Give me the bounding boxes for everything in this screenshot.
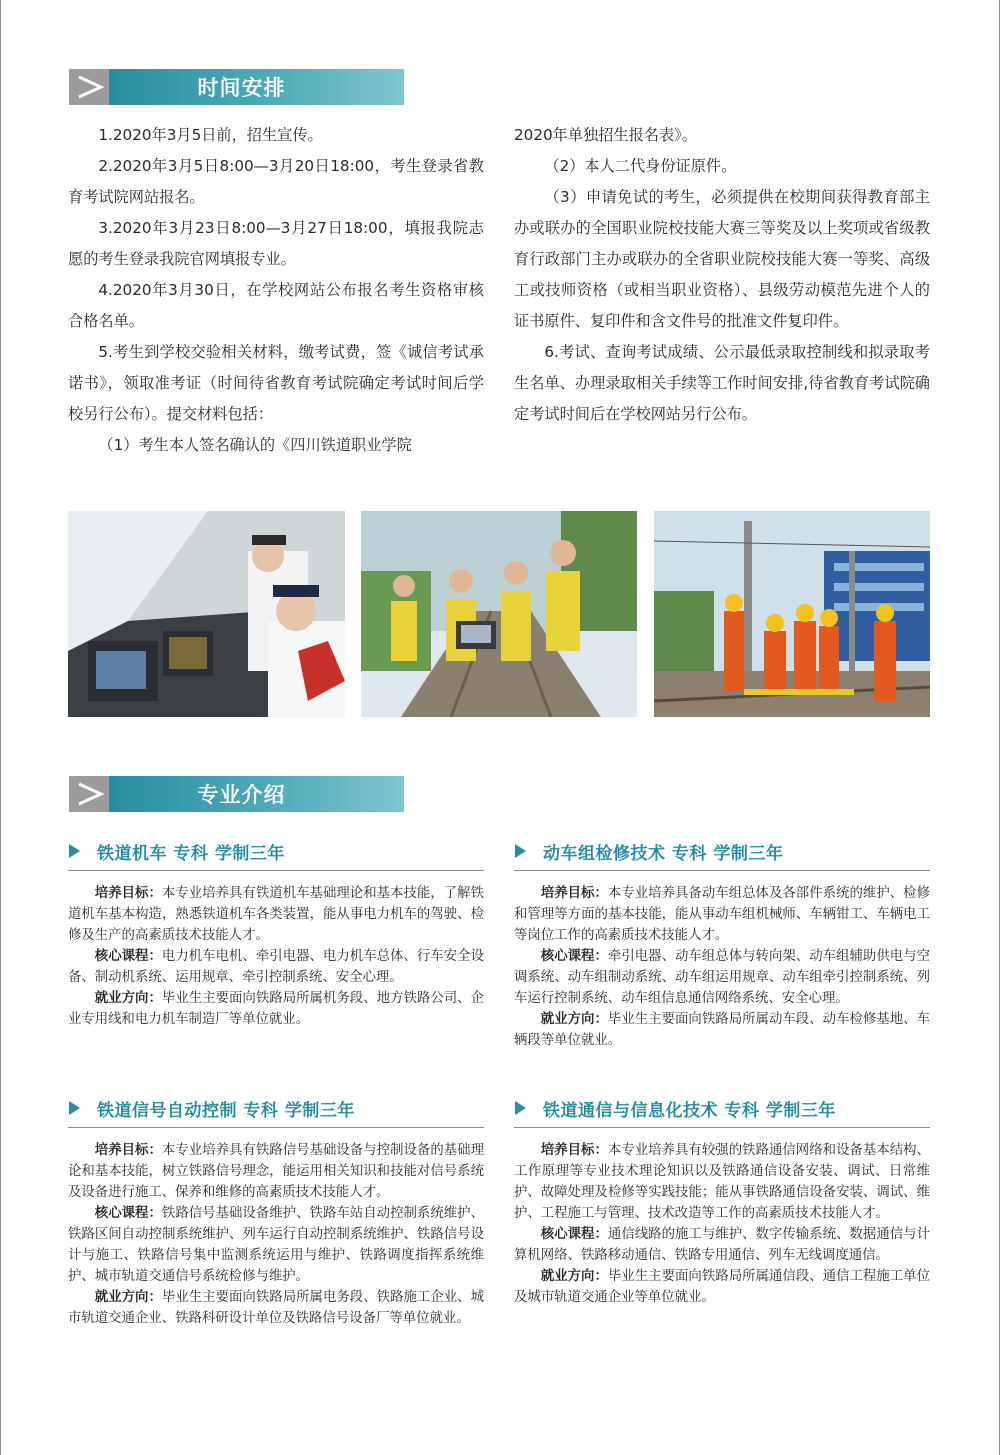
- photo-train-cab: [68, 511, 345, 717]
- courses-label: 核心课程：: [94, 949, 162, 964]
- major-header: [68, 838, 484, 871]
- schedule-item: 4.2020年3月30日，在学校网站公布报名考生资格审核合格名单。: [68, 281, 484, 330]
- goal-label: 培养目标：: [94, 1143, 162, 1158]
- major-goal: 培养目标：本专业培养具有铁路信号基础设备与控制设备的基础理论和基本技能，树立铁路信号理念，能运用相关知识和技能对信号系统及设备进行施工、保养和维修的高素质技术技能人才。: [68, 1143, 484, 1200]
- career-label: 就业方向：: [540, 1012, 608, 1027]
- triangle-bullet-icon: [515, 1101, 526, 1115]
- schedule-section-header: [69, 69, 404, 105]
- major-card: [514, 838, 930, 1051]
- majors-section-header: [69, 776, 404, 812]
- goal-label: 培养目标：: [540, 886, 608, 901]
- schedule-item: 6.考试、查询考试成绩、公示最低录取控制线和拟录取考生名单、办理录取相关手续等工作时间安排,待省教育考试院确定考试时间后在学校网站另行公布。: [514, 343, 930, 423]
- schedule-body: [68, 120, 930, 461]
- courses-label: 核心课程：: [540, 949, 608, 964]
- major-goal: 培养目标：本专业培养具有铁道机车基础理论和基本技能，了解铁道机车基本构造，熟悉铁道机车各类装置，能从事电力机车的驾驶、检修及生产的高素质技术技能人才。: [68, 886, 484, 943]
- page-frame-left: [0, 0, 1, 1455]
- career-label: 就业方向：: [94, 991, 162, 1006]
- major-title: 动车组检修技术 专科 学制三年: [543, 843, 784, 864]
- major-courses: 核心课程：牵引电器、动车组总体与转向架、动车组辅助供电与空调系统、动车组制动系统、动车组运用规章、动车组牵引控制系统、列车运行控制系统、动车组信息通信网络系统、安全心理。: [514, 949, 930, 1006]
- schedule-item: 5.考生到学校交验相关材料，缴考试费，签《诚信考试承诺书》，领取准考证（时间待省教育考试院确定考试时间后学校另行公布）。提交材料包括：: [68, 343, 484, 423]
- major-career: 就业方向：毕业生主要面向铁路局所属动车段、动车检修基地、车辆段等单位就业。: [514, 1012, 930, 1048]
- triangle-bullet-icon: [69, 844, 80, 858]
- major-career: 就业方向：毕业生主要面向铁路局所属电务段、铁路施工企业、城市轨道交通企业、铁路科研设计单位及铁路信号设备厂等单位就业。: [68, 1290, 484, 1326]
- major-courses: 核心课程：通信线路的施工与维护、数字传输系统、数据通信与计算机网络、铁路移动通信、铁路专用通信、列车无线调度通信。: [514, 1227, 930, 1263]
- major-card: [514, 1095, 930, 1308]
- major-courses: 核心课程：电力机车电机、牵引电器、电力机车总体、行车安全设备、制动机系统、运用规章、牵引控制系统、安全心理。: [68, 949, 484, 985]
- courses-label: 核心课程：: [540, 1227, 608, 1242]
- major-title: 铁道信号自动控制 专科 学制三年: [97, 1100, 355, 1121]
- major-title: 铁道通信与信息化技术 专科 学制三年: [543, 1100, 836, 1121]
- chevron-right-icon: [69, 776, 109, 812]
- photo-strip: [68, 511, 930, 717]
- goal-label: 培养目标：: [94, 886, 162, 901]
- photo-track-inspection: [361, 511, 637, 717]
- triangle-bullet-icon: [69, 1101, 80, 1115]
- major-career: 就业方向：毕业生主要面向铁路局所属通信段、通信工程施工单位及城市轨道交通企业等单位就业。: [514, 1269, 930, 1305]
- schedule-item: 1.2020年3月5日前，招生宣传。: [98, 126, 323, 144]
- major-card: [68, 838, 484, 1030]
- major-career: 就业方向：毕业生主要面向铁路局所属机务段、地方铁路公司、企业专用线和电力机车制造厂等单位就业。: [68, 991, 484, 1027]
- major-courses: 核心课程：铁路信号基础设备维护、铁路车站自动控制系统维护、铁路区间自动控制系统维护、列车运行自动控制系统维护、铁路信号设计与施工、铁路信号集中监测系统运用与维护、铁路调度指挥系统维护、城市轨道交通信号系统检修与维护。: [68, 1206, 484, 1284]
- schedule-right-column: [514, 120, 930, 461]
- career-label: 就业方向：: [540, 1269, 608, 1284]
- schedule-section-title: 时间安排: [109, 69, 404, 105]
- schedule-item: （1）考生本人签名确认的《四川铁道职业学院: [98, 436, 412, 454]
- goal-label: 培养目标：: [540, 1143, 608, 1158]
- schedule-left-column: [68, 120, 484, 461]
- major-goal: 培养目标：本专业培养具有较强的铁路通信网络和设备基本结构、工作原理等专业技术理论知识以及铁路通信设备安装、调试、日常维护、故障处理及检修等实践技能；能从事铁路通信设备安装、调试、维护、工程施工与管理、技术改造等工作的高素质技术技能人才。: [514, 1143, 930, 1221]
- schedule-item-continued: 2020年单独招生报名表》。: [514, 126, 697, 144]
- schedule-item: 2.2020年3月5日8:00—3月20日18:00，考生登录省教育考试院网站报名。: [68, 157, 484, 206]
- courses-label: 核心课程：: [94, 1206, 162, 1221]
- schedule-item: （2）本人二代身份证原件。: [544, 157, 737, 175]
- majors-section-title: 专业介绍: [109, 776, 404, 812]
- major-card: [68, 1095, 484, 1329]
- triangle-bullet-icon: [515, 844, 526, 858]
- career-label: 就业方向：: [94, 1290, 162, 1305]
- major-header: [68, 1095, 484, 1128]
- major-header: [514, 838, 930, 871]
- chevron-right-icon: [69, 69, 109, 105]
- major-header: [514, 1095, 930, 1128]
- schedule-item: （3）申请免试的考生，必须提供在校期间获得教育部主办或联办的全国职业院校技能大赛三等奖及以上奖项或省级教育行政部门主办或联办的全省职业院校技能大赛一等奖、高级工或技师资格（或相当职业资格）、县级劳动模范先进个人的证书原件、复印件和含文件号的批准文件复印件。: [514, 188, 930, 330]
- photo-catenary-workers: [654, 511, 930, 717]
- schedule-item: 3.2020年3月23日8:00—3月27日18:00，填报我院志愿的考生登录我院官网填报专业。: [68, 219, 484, 268]
- major-title: 铁道机车 专科 学制三年: [97, 843, 285, 864]
- major-goal: 培养目标：本专业培养具备动车组总体及各部件系统的维护、检修和管理等方面的基本技能，能从事动车组机械师、车辆钳工、车辆电工等岗位工作的高素质技术技能人才。: [514, 886, 930, 943]
